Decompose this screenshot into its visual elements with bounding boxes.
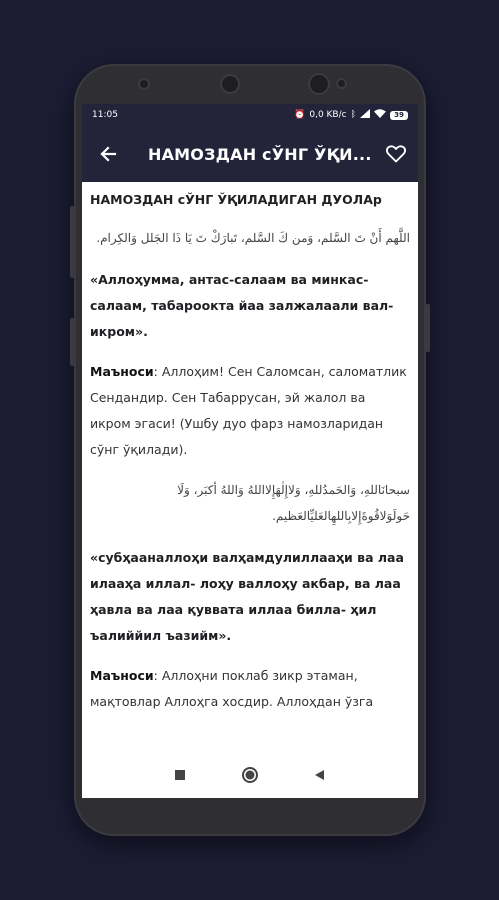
meaning-label: Маъноси <box>90 364 154 379</box>
circle-icon <box>241 766 259 784</box>
article-heading: НАМОЗДАН сЎНГ ЎҚИЛАДИГАН ДУОЛАр <box>90 192 382 207</box>
signal-icon <box>360 109 370 121</box>
wifi-icon <box>374 109 386 121</box>
alarm-icon: ⏰ <box>294 110 306 120</box>
sensor-icon <box>310 75 328 93</box>
meaning-paragraph <box>90 359 410 463</box>
home-button[interactable] <box>215 752 285 798</box>
meaning-label: Маъноси <box>90 668 154 683</box>
meaning-text: : Аллоҳни поклаб зикр этаман, мақтовлар Аллоҳга хосдир. Аллоҳдан ўзга <box>90 668 374 709</box>
app-bar <box>82 126 418 182</box>
system-back-button[interactable] <box>285 752 355 798</box>
volume-button <box>70 206 75 278</box>
arrow-left-icon <box>99 145 117 163</box>
front-camera-icon <box>140 80 148 88</box>
meaning-paragraph <box>90 663 410 715</box>
arabic-text: اللَّهم أَنْ تَ السَّلم، وَمن كَ السَّلم، تَبارَكْ تَ يَا ذَا الجَلل وَالكِرام. <box>96 231 410 245</box>
favorite-button[interactable] <box>374 126 418 182</box>
arabic-text: سبحانَاللهِ، وَالحَمدُللهِ، وَلاإِلٰهَإِلااللهُ وَاللهُ أكبَر، وَلَا حَولَوَلاقُوةَإِلابِاللهِالعَليِّالعَظيم. <box>177 483 410 523</box>
network-speed: 0,0 KB/c <box>309 110 347 120</box>
status-time: 11:05 <box>92 110 118 120</box>
article-content[interactable] <box>82 182 418 752</box>
speaker-dot-icon <box>338 80 345 87</box>
heart-outline-icon <box>386 145 406 163</box>
battery-icon: 39 <box>390 111 408 120</box>
transliteration-text: «субҳааналлоҳи валҳамдулиллааҳи ва лаа илааҳа иллал- лоҳу валлоҳу акбар, ва лаа ҳавла ва лаа қуввата иллаа билла- ҳил ъалиййил ъазийм». <box>90 550 404 643</box>
front-camera-lens-icon <box>222 76 238 92</box>
navigation-bar <box>82 752 418 798</box>
recent-apps-button[interactable] <box>145 752 215 798</box>
side-button-right <box>425 304 430 352</box>
status-indicators <box>294 109 408 121</box>
transliteration-text: «Аллоҳумма, антас-салаам ва минкас-салаам, табароокта йаа залжалаали вал-икром». <box>90 272 394 339</box>
power-button <box>70 318 75 366</box>
back-button[interactable] <box>82 126 134 182</box>
screen <box>82 104 418 798</box>
square-icon <box>174 769 186 781</box>
status-bar <box>82 104 418 126</box>
triangle-left-icon <box>314 769 326 781</box>
meaning-text: : Аллоҳим! Сен Саломсан, саломатлик Сендандир. Сен Табаррусан, эй жалол ва икром эгаси! (Ушбу дуо фарз намозларидан сўнг ўқилади). <box>90 364 407 457</box>
bluetooth-icon: ᛒ <box>350 110 356 120</box>
page-title: НАМОЗДАН сЎНГ ЎҚИ... <box>148 144 372 164</box>
